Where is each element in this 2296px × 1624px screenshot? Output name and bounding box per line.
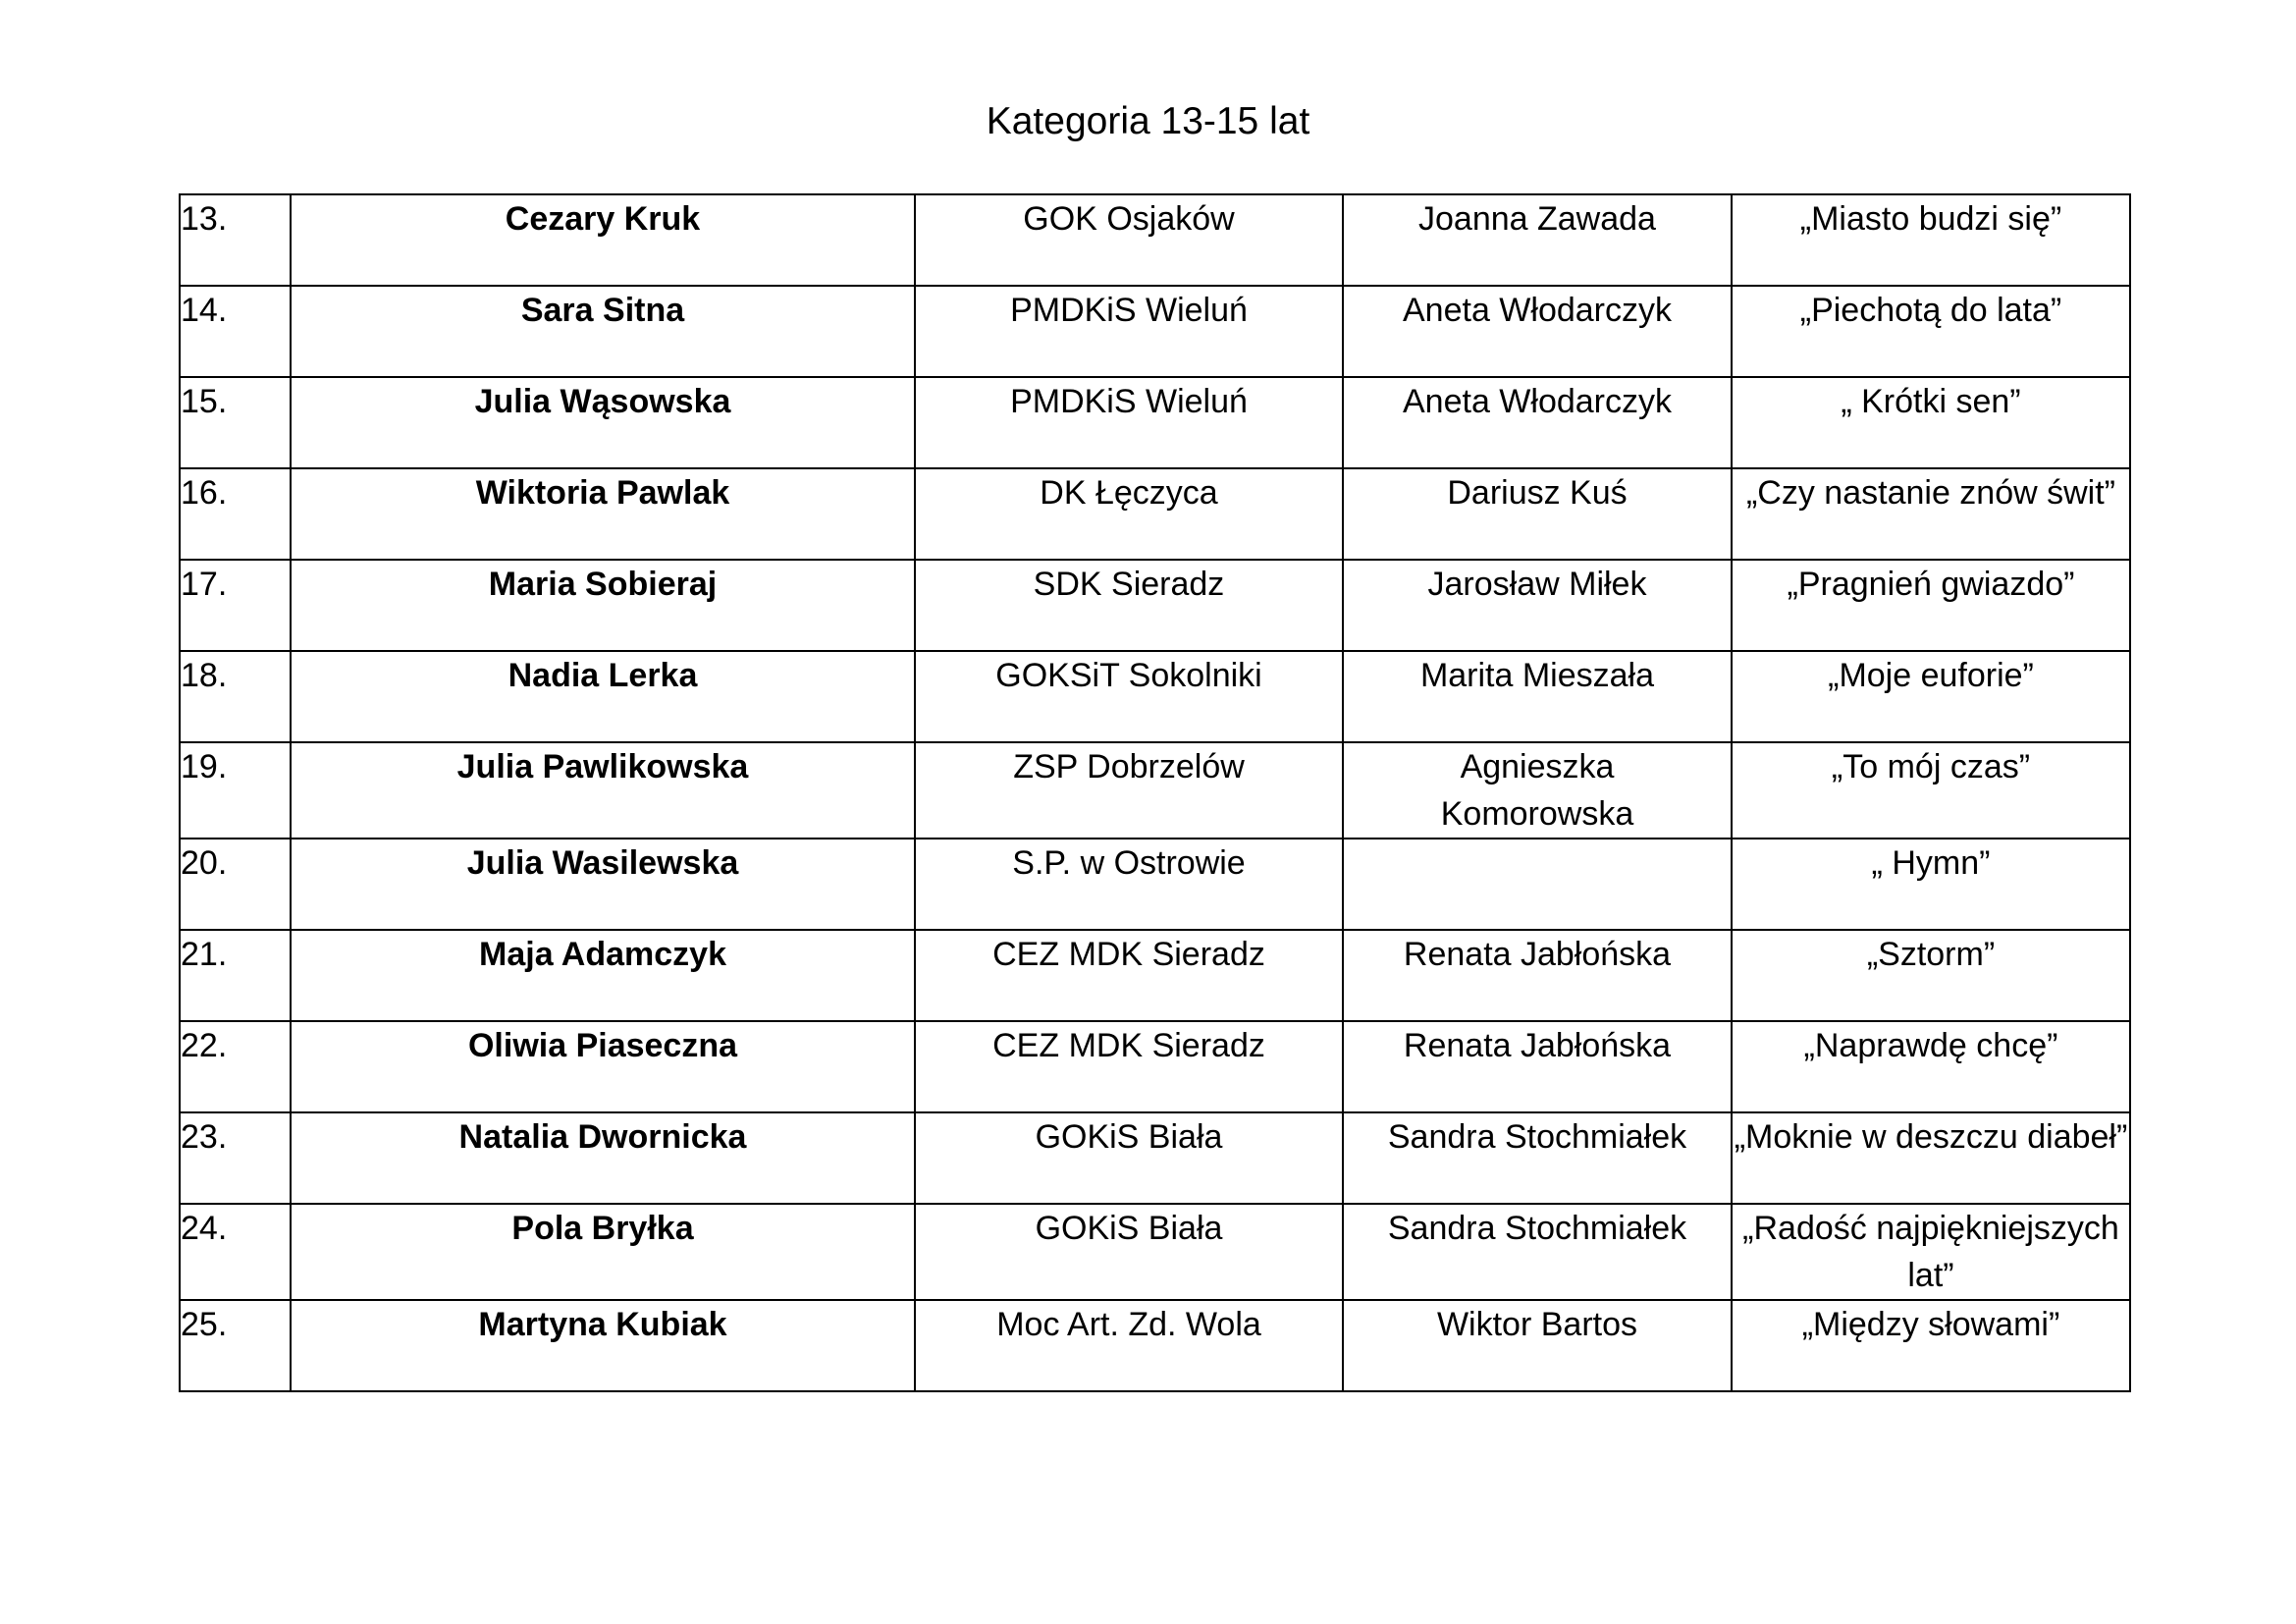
teacher: Renata Jabłońska [1343,930,1732,1021]
participant-name: Oliwia Piaseczna [291,1021,915,1112]
song-title: „Sztorm” [1732,930,2130,1021]
entry-number: 22. [180,1021,291,1112]
entry-number: 13. [180,194,291,286]
song-title: „ Krótki sen” [1732,377,2130,468]
participant-name: Julia Wasilewska [291,839,915,930]
table-row [180,930,2130,1021]
participant-name: Pola Bryłka [291,1204,915,1300]
participant-name: Julia Pawlikowska [291,742,915,839]
entry-number: 25. [180,1300,291,1391]
entry-number: 17. [180,560,291,651]
table-row [180,651,2130,742]
participant-name: Julia Wąsowska [291,377,915,468]
table-row [180,377,2130,468]
song-title: „Moknie w deszczu diabeł” [1732,1112,2130,1204]
table-row [180,742,2130,839]
song-title: „Radość najpiękniejszych lat” [1732,1204,2130,1300]
participant-name: Wiktoria Pawlak [291,468,915,560]
table-row [180,468,2130,560]
institution: GOKiS Biała [915,1112,1343,1204]
participant-name: Sara Sitna [291,286,915,377]
participant-name: Nadia Lerka [291,651,915,742]
institution: ZSP Dobrzelów [915,742,1343,839]
institution: CEZ MDK Sieradz [915,930,1343,1021]
song-title: „ Hymn” [1732,839,2130,930]
page-title: Kategoria 13-15 lat [986,100,1310,142]
entries-table [179,193,2131,1392]
teacher: Sandra Stochmiałek [1343,1112,1732,1204]
teacher: Aneta Włodarczyk [1343,377,1732,468]
teacher: Aneta Włodarczyk [1343,286,1732,377]
institution: DK Łęczyca [915,468,1343,560]
table-row [180,1021,2130,1112]
teacher: Sandra Stochmiałek [1343,1204,1732,1300]
entry-number: 14. [180,286,291,377]
teacher: Wiktor Bartos [1343,1300,1732,1391]
institution: GOK Osjaków [915,194,1343,286]
entry-number: 19. [180,742,291,839]
participant-name: Natalia Dwornicka [291,1112,915,1204]
institution: CEZ MDK Sieradz [915,1021,1343,1112]
song-title: „Miasto budzi się” [1732,194,2130,286]
institution: S.P. w Ostrowie [915,839,1343,930]
song-title: „Czy nastanie znów świt” [1732,468,2130,560]
teacher: Renata Jabłońska [1343,1021,1732,1112]
song-title: „Pragnień gwiazdo” [1732,560,2130,651]
song-title: „Piechotą do lata” [1732,286,2130,377]
teacher [1343,839,1732,930]
song-title: „To mój czas” [1732,742,2130,839]
table-row [180,839,2130,930]
entry-number: 21. [180,930,291,1021]
table-row [180,560,2130,651]
teacher: Agnieszka Komorowska [1343,742,1732,839]
participant-name: Martyna Kubiak [291,1300,915,1391]
table-row [180,1300,2130,1391]
song-title: „Między słowami” [1732,1300,2130,1391]
entry-number: 18. [180,651,291,742]
teacher: Marita Mieszała [1343,651,1732,742]
institution: GOKSiT Sokolniki [915,651,1343,742]
entry-number: 15. [180,377,291,468]
institution: PMDKiS Wieluń [915,377,1343,468]
entry-number: 16. [180,468,291,560]
participant-name: Maja Adamczyk [291,930,915,1021]
teacher: Jarosław Miłek [1343,560,1732,651]
institution: SDK Sieradz [915,560,1343,651]
participant-name: Maria Sobieraj [291,560,915,651]
institution: Moc Art. Zd. Wola [915,1300,1343,1391]
institution: GOKiS Biała [915,1204,1343,1300]
entry-number: 24. [180,1204,291,1300]
song-title: „Moje euforie” [1732,651,2130,742]
song-title: „Naprawdę chcę” [1732,1021,2130,1112]
entry-number: 23. [180,1112,291,1204]
table-row [180,286,2130,377]
entry-number: 20. [180,839,291,930]
teacher: Dariusz Kuś [1343,468,1732,560]
participant-name: Cezary Kruk [291,194,915,286]
table-row [180,194,2130,286]
table-row [180,1204,2130,1300]
institution: PMDKiS Wieluń [915,286,1343,377]
teacher: Joanna Zawada [1343,194,1732,286]
table-row [180,1112,2130,1204]
